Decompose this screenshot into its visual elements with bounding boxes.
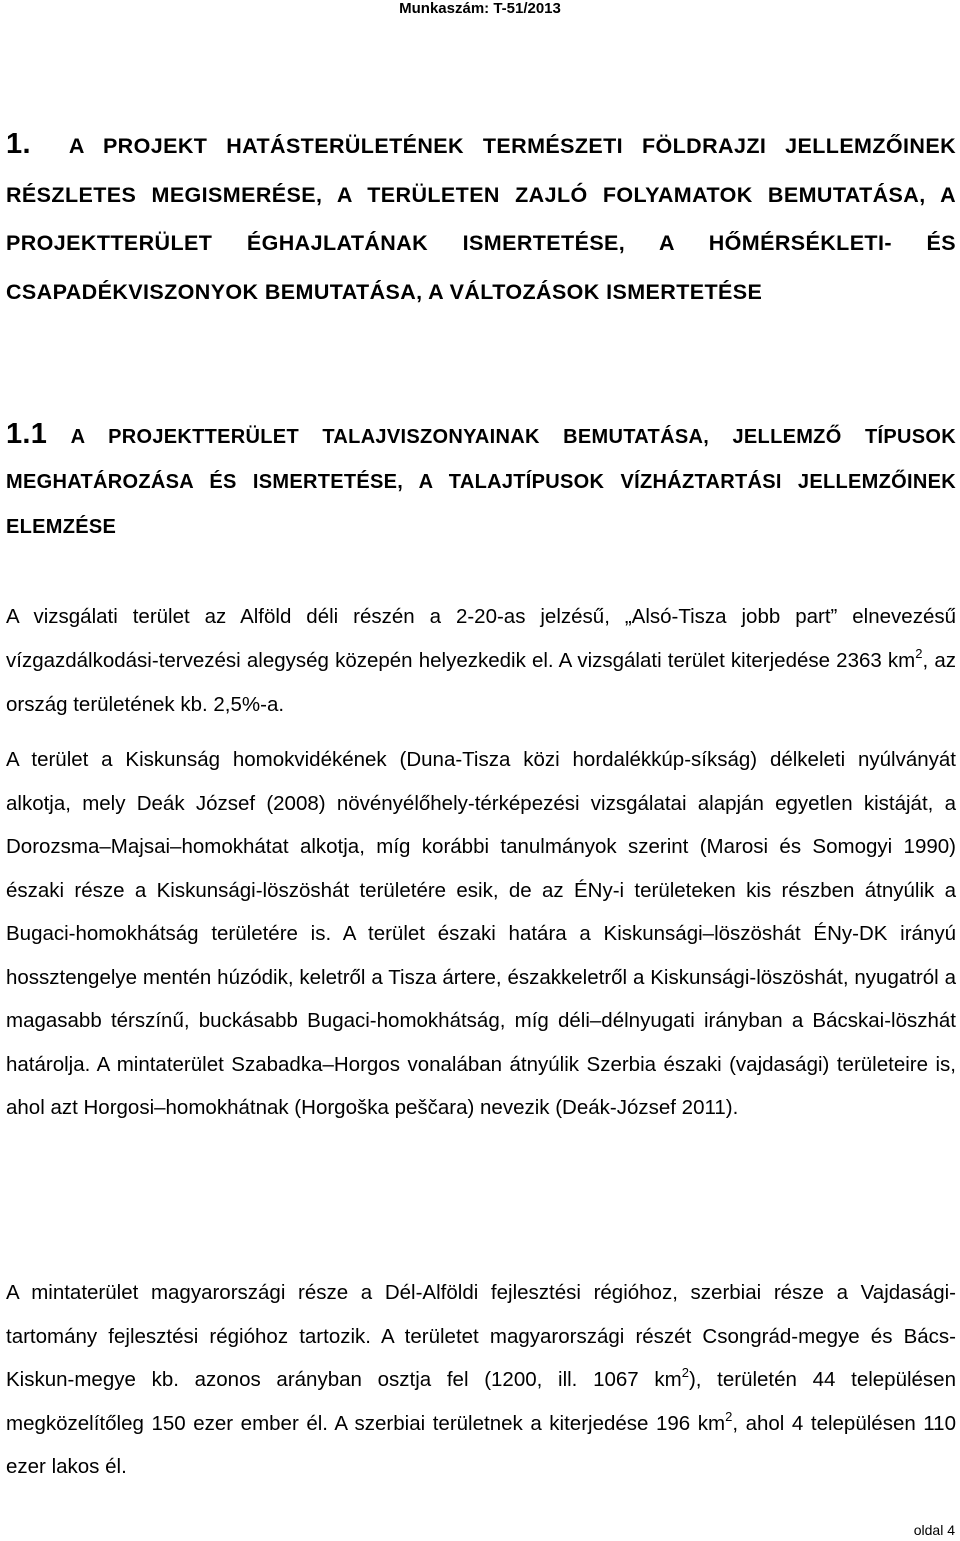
paragraph-geography: A terület a Kiskunság homokvidékének (Duna-Tisza közi hordalékkúp-síkság) délkeleti nyúlványát alkotja, mely Deák József (2008) növényélőhely-térképezési vizsgálatai alapján egyetlen kistáját, a Dorozsma–Majsai–homokhátat alkotja, míg korábbi tanulmányok szerint (Marosi és Somogyi 1990) északi része a Kiskunsági-löszöshát területére esik, de az ÉNy-i területeken kis részben átnyúlik a Bugaci-homokhátság területére is. A terület északi határa a Kiskunsági–löszöshát ÉNy-DK irányú hossztengelye mentén húzódik, keletről a Tisza ártere, északkeletről a Kiskunsági-löszöshát, nyugatról a magasabb térszínű, buckásabb Bugaci-homokhátság, míg déli–délnyugati irányban a Bácskai-löszhát határolja. A mintaterület Szabadka–Horgos vonalában átnyúlik Szerbia északi (vajdasági) területeire is, ahol azt Horgosi–homokhátnak (Horgoška peščara) nevezik (Deák-József 2011). [6, 748, 956, 1119]
section-number: 1. [6, 128, 31, 160]
subsection-number: 1.1 [6, 418, 48, 450]
paragraph-administration [6, 1271, 956, 1489]
paragraph-text: A vizsgálati terület az Alföld déli részén a 2-20-as jelzésű, „Alsó-Tisza jobb part” elnevezésű vízgazdálkodási-tervezési alegység közepén helyezkedik el. A vizsgálati terület kiterjedése 2363 km [6, 605, 956, 672]
superscript: 2 [915, 646, 923, 661]
section-heading-text: A PROJEKT HATÁSTERÜLETÉNEK TERMÉSZETI FÖLDRAJZI JELLEMZŐINEK RÉSZLETES MEGISMERÉSE, A TERÜLETEN ZAJLÓ FOLYAMATOK BEMUTATÁSA, A PROJEKTTERÜLET ÉGHAJLATÁNAK ISMERTETÉSE, A HŐMÉRSÉKLETI- ÉS CSAPADÉKVISZONYOK BEMUTATÁSA, A VÁLTOZÁSOK ISMERTETÉSE [6, 134, 956, 304]
superscript: 2 [725, 1408, 733, 1424]
superscript: 2 [681, 1365, 689, 1380]
section-heading-1 [6, 120, 956, 316]
paragraph-study-area [6, 595, 956, 727]
paragraph-text: A mintaterület magyarországi része a Dél-Alföldi fejlesztési régióhoz, szerbiai része a Vajdasági-tartomány fejlesztési régióhoz tartozik. A területet magyarországi részét Csongrád-megye és Bács-Kiskun-megye kb. azonos arányban osztja fel (1200, ill. 1067 km [6, 1281, 956, 1391]
paragraph-text: , az ország területének kb. 2,5%-a. [6, 649, 956, 716]
paragraph-text: ), területén 44 településen megközelítőleg 150 ezer ember él. A szerbiai területnek a kiterjedése 196 km [6, 1368, 956, 1435]
page-header: Munkaszám: T-51/2013 [399, 0, 561, 17]
page-number: oldal 4 [913, 1522, 955, 1538]
subsection-heading-text: A PROJEKTTERÜLET TALAJVISZONYAINAK BEMUTATÁSA, JELLEMZŐ TÍPUSOK MEGHATÁROZÁSA ÉS ISMERTETÉSE, A TALAJTÍPUSOK VÍZHÁZTARTÁSI JELLEMZŐINEK ELEMZÉSE [6, 426, 956, 538]
paragraph-text: , ahol 4 településen 110 ezer lakos él. [6, 1411, 956, 1478]
subsection-heading-1-1 [6, 412, 956, 550]
